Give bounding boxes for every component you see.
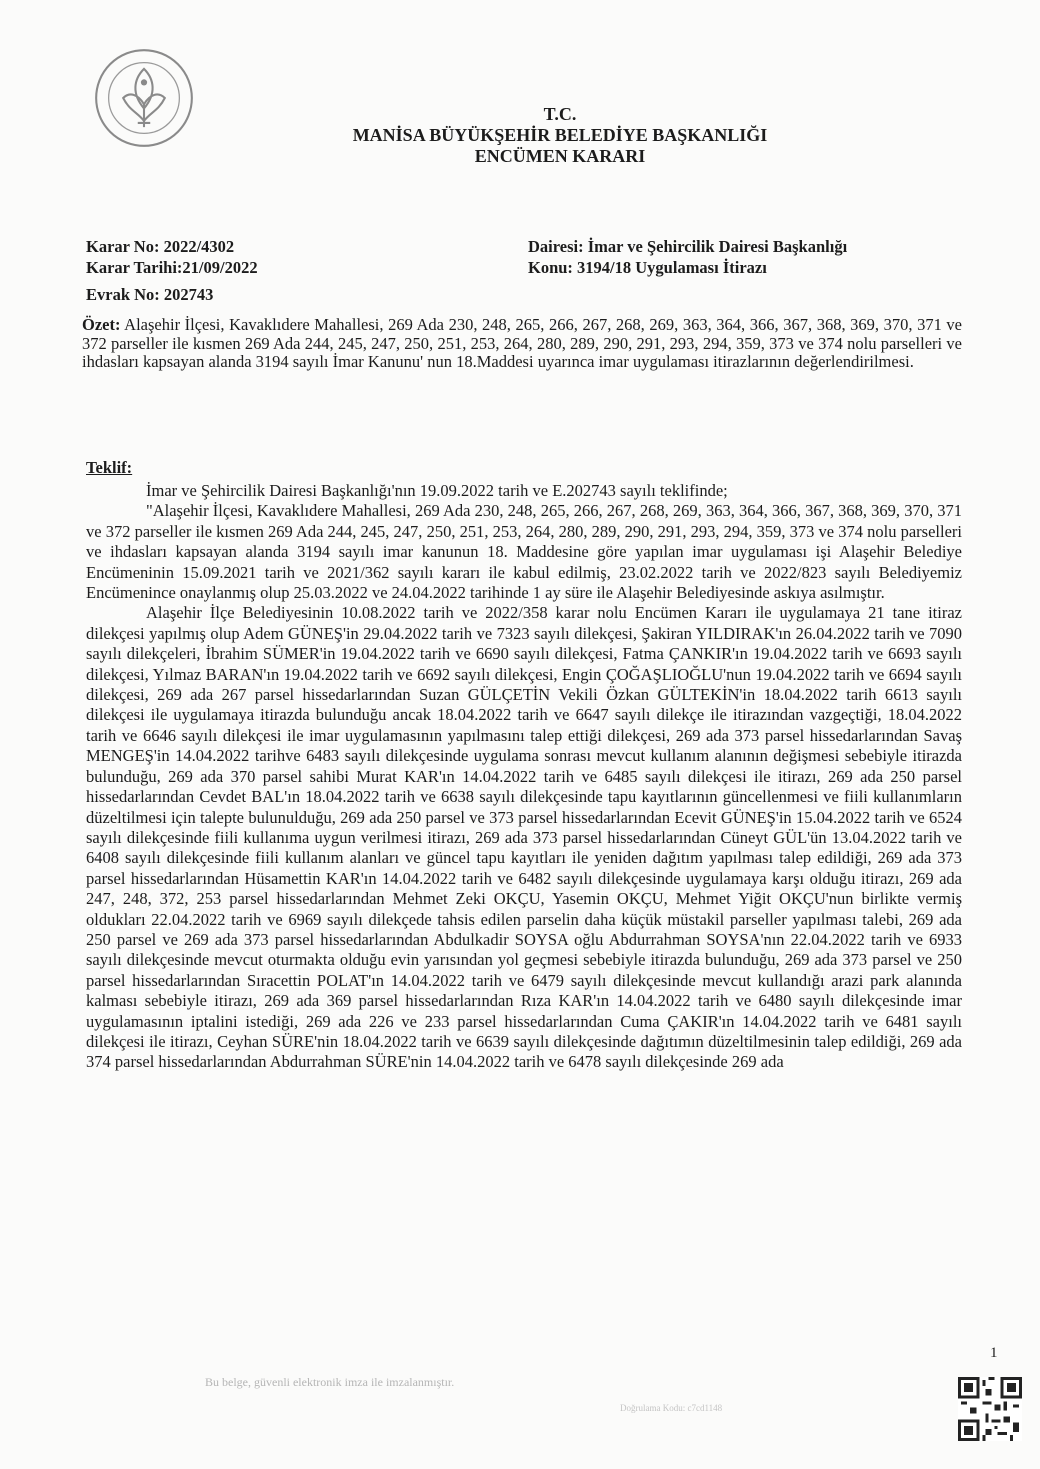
karar-tarihi: Karar Tarihi:21/09/2022 [86, 258, 258, 277]
decision-meta-right [528, 236, 847, 278]
body-paragraph: "Alaşehir İlçesi, Kavaklıdere Mahallesi, 269 Ada 230, 248, 265, 266, 267, 268, 269, 363, 364, 366, 367, 368, 369, 370, 371 ve 372 parseller ile kısmen 269 Ada 244, 245, 247, 250, 251, 253, 264, 280, 289, 290, 291, 293, 294, 359, 373 ve 374 nolu parselleri ve ihdasları kapsayan alanda 3194 sayılı imar kanunun 18. Maddesine göre yapılan imar uygulaması işi Alaşehir Belediye Encümeninin 15.09.2021 tarih ve 2021/362 sayılı kararı ile kabul edilmiş, 23.02.2022 tarih ve 2022/823 sayılı Belediyemiz Encümenince onaylanmış olup 25.03.2022 ve 24.04.2022 tarihinde 1 ay süre ile Alaşehir Belediyesinde askıya asılmıştır. [86, 501, 962, 603]
esignature-note: Bu belge, güvenli elektronik imza ile imzalanmıştır. [205, 1375, 455, 1389]
karar-no: Karar No: 2022/4302 [86, 237, 235, 256]
qr-code-icon [958, 1377, 1022, 1441]
teklif-label: Teklif: [86, 458, 133, 477]
proposal-body [86, 481, 962, 1073]
municipality-seal-logo [92, 46, 196, 150]
body-paragraph: İmar ve Şehircilik Dairesi Başkanlığı'nın 19.09.2022 tarih ve E.202743 sayılı teklifinde; [146, 481, 728, 500]
summary-block [82, 316, 962, 372]
summary-label: Özet: [82, 315, 121, 334]
verification-code: Doğrulama Kodu: c7cd1148 [620, 1403, 723, 1413]
page-number: 1 [990, 1345, 998, 1361]
evrak-no: Evrak No: 202743 [86, 285, 214, 304]
country-label: T.C. [543, 104, 577, 124]
document-type: ENCÜMEN KARARI [474, 146, 646, 166]
konu: Konu: 3194/18 Uygulaması İtirazı [528, 258, 767, 277]
decision-meta-left [86, 236, 258, 305]
summary-text: Alaşehir İlçesi, Kavaklıdere Mahallesi, 269 Ada 230, 248, 265, 266, 267, 268, 269, 363, 364, 366, 367, 368, 369, 370, 371 ve 372 parseller ile kısmen 269 Ada 244, 245, 247, 250, 251, 253, 264, 280, 289, 290, 291, 293, 294, 359, 373 ve 374 nolu parselleri ve ihdasları kapsayan alanda 3194 sayılı İmar Kanunu' nun 18.Maddesi uyarınca imar uygulaması itirazlarının değerlendirilmesi. [82, 315, 962, 371]
body-paragraph: Alaşehir İlçe Belediyesinin 10.08.2022 tarih ve 2022/358 karar nolu Encümen Kararı ile uygulamaya 21 tane itiraz dilekçesi yapılmış olup Adem GÜNEŞ'in 29.04.2022 tarih ve 7323 sayılı dilekçesi, Şakiran YILDIRAK'ın 26.04.2022 tarih ve 7090 sayılı dilekçeleri, İbrahim SÜMER'in 19.04.2022 tarih ve 6690 sayılı dilekçesi, Fatma ÇANKIR'ın 19.04.2022 tarih ve 6693 sayılı dilekçesi, Yılmaz BARAN'ın 19.04.2022 tarih ve 6692 sayılı dilekçesi, Engin ÇOĞAŞLIOĞLU'nun 19.04.2022 tarih ve 6694 sayılı dilekçesi, 269 ada 267 parsel hissedarlarından Suzan GÜLÇETİN Vekili Özkan GÜLTEKİN'in 18.04.2022 tarih 6613 sayılı dilekçesi ile uygulamaya itirazda bulunduğu ancak 18.04.2022 tarih ve 6647 sayılı dilekçe ile itirazından vazgeçtiği, 18.04.2022 tarih ve 6646 sayılı dilekçesi ile imar uygulamasının yapılmasını talep ettiği dilekçesi, 269 ada 373 parsel hissedarlarından Savaş MENGEŞ'in 14.04.2022 tarihve 6483 sayılı dilekçesinde uygulama sonrası mevcut kullanım alanının değişmesi sebebiyle itirazda bulunduğu, 269 ada 370 parsel sahibi Murat KAR'ın 14.04.2022 tarih ve 6485 sayılı dilekçesi ile itirazı, 269 ada 250 parsel hissedarlarından Cevdet BAL'ın 18.04.2022 tarih ve 6638 sayılı dilekçesinde tapu kayıtlarının güncellenmesi ve fiili kullanımların düzeltilmesi için talepte bulunulduğu, 269 ada 250 parsel ve 373 parsel hissedarlarından Ecevit GÜNEŞ'in 15.04.2022 tarih ve 6524 sayılı dilekçesinde fiili kullanıma uygun verilmesi itirazı, 269 ada 373 parsel hissedarlarından Cüneyt GÜL'ün 13.04.2022 tarih ve 6408 sayılı dilekçesinde fiili kullanım alanları ve güncel tapu kayıtları ile yeniden dağıtım yapılması talep edildiği, 269 ada 373 parsel hissedarlarından Hüsamettin KAR'ın 14.04.2022 tarih ve 6482 sayılı dilekçesinde uygulamaya karşı olduğu itirazı, 269 ada 247, 248, 372, 253 parsel hissedarlarından Mehmet Zeki OKÇU, Yasemin OKÇU, Mehmet Yiğit OKÇU'nun birlikte vermiş oldukları 22.04.2022 tarih ve 6969 sayılı dilekçede tahsis edilen parselin daha küçük müstakil parseller yapılması talebi, 269 ada 250 parsel ve 269 ada 373 parsel hissedarlarından Abdulkadir SOYSA oğlu Abdurrahman SOYSA'nın 22.04.2022 tarih ve 6933 sayılı dilekçesinde mevcut oturmakta olduğu evin yarısından yol geçmesi sebebiyle itirazda bulunduğu, 269 ada 373 parsel ve 250 parsel hissedarlarından Sıracettin POLAT'ın 14.04.2022 tarih ve 6479 sayılı dilekçesinde mevcut kullandığı arazi park alanında kalması sebebiyle itirazı, 269 ada 369 parsel hissedarlarından Rıza KAR'ın 14.04.2022 tarih ve 6480 sayılı dilekçesinde imar uygulamasının iptalini istediği, 269 ada 226 ve 233 parsel hissedarlarından Cuma ÇAKIR'ın 14.04.2022 tarih ve 6481 sayılı dilekçesi ile itirazı, Ceyhan SÜRE'nin 18.04.2022 tarih ve 6639 sayılı dilekçesinde dağıtımın düzeltilmesinin talep edildiği, 269 ada 374 parsel hissedarlarından Abdurrahman SÜRE'nin 14.04.2022 tarih ve 6478 sayılı dilekçesinde 269 ada [86, 603, 962, 1072]
dairesi: Dairesi: İmar ve Şehircilik Dairesi Başkanlığı [528, 237, 848, 256]
document-header [240, 104, 880, 167]
institution-title: MANİSA BÜYÜKŞEHİR BELEDİYE BAŞKANLIĞI [352, 125, 768, 145]
